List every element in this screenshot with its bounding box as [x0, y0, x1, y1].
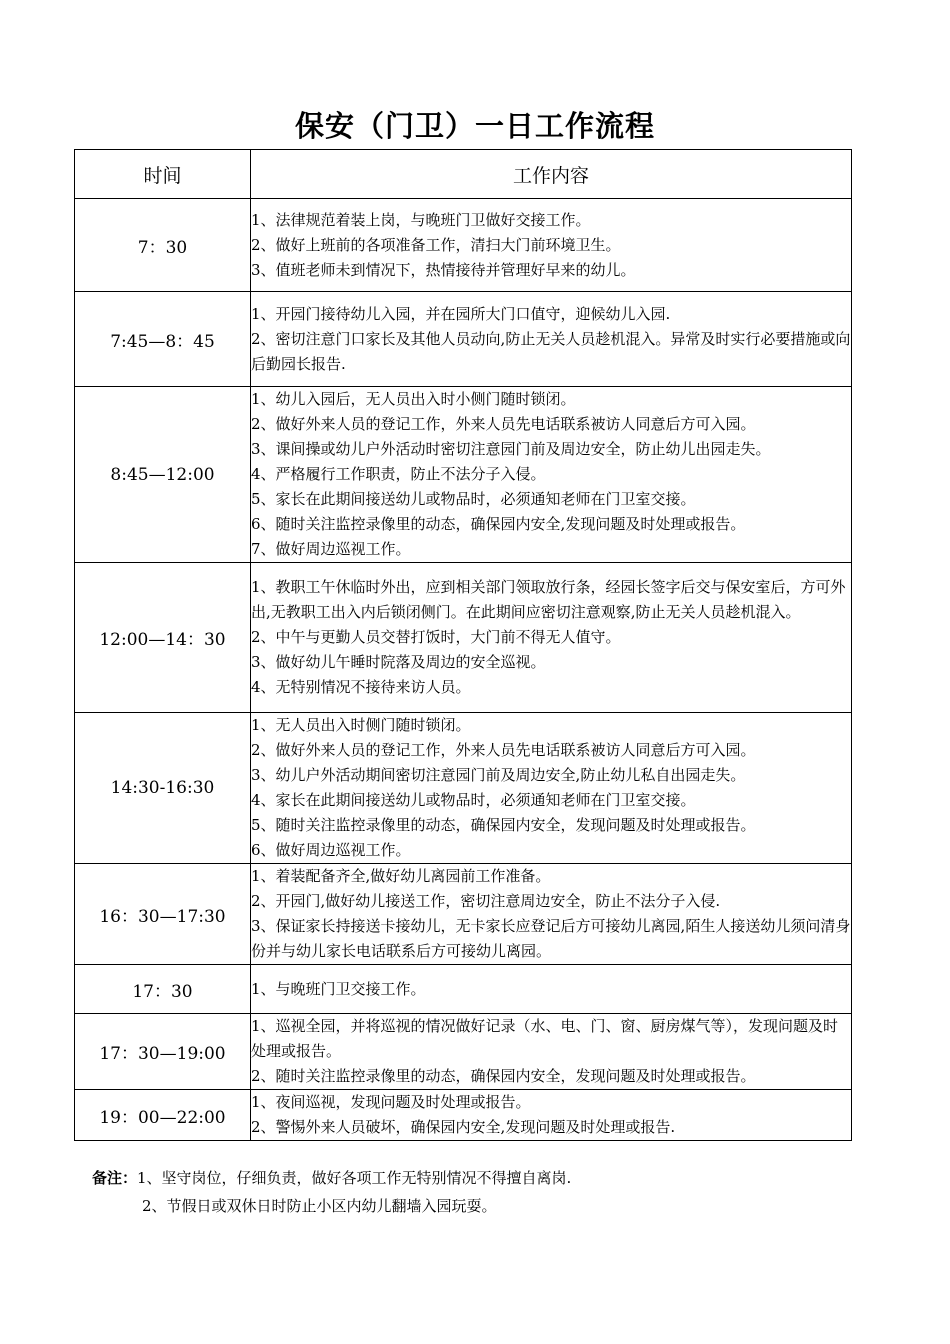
task-line: 2、做好外来人员的登记工作，外来人员先电话联系被访人同意后方可入园。	[251, 741, 756, 759]
table-row	[75, 292, 852, 387]
task-line: 2、做好上班前的各项准备工作，清扫大门前环境卫生。	[251, 235, 621, 254]
content-cell	[251, 1090, 852, 1141]
task-line: 2、中午与更勤人员交替打饭时，大门前不得无人值守。	[251, 628, 621, 646]
content-cell	[251, 199, 852, 292]
table-row	[75, 864, 852, 965]
task-line: 2、警惕外来人员破坏，确保园内安全,发现问题及时处理或报告.	[251, 1118, 676, 1136]
remarks-label: 备注：	[92, 1169, 138, 1187]
time-cell: 8:45—12:00	[75, 387, 251, 563]
task-line: 2、密切注意门口家长及其他人员动向,防止无关人员趁机混入。异常及时实行必要措施或向后勤园长报告.	[251, 329, 851, 373]
task-line: 4、严格履行工作职责，防止不法分子入侵。	[251, 465, 546, 483]
task-line: 3、保证家长持接送卡接幼儿，无卡家长应登记后方可接幼儿离园,陌生人接送幼儿须问清身份并与幼儿家长电话联系后方可接幼儿离园。	[251, 917, 851, 960]
task-line: 1、着装配备齐全,做好幼儿离园前工作准备。	[251, 867, 551, 885]
task-line: 4、无特别情况不接待来访人员。	[251, 678, 471, 696]
content-cell	[251, 292, 852, 387]
task-line: 3、课间操或幼儿户外活动时密切注意园门前及周边安全，防止幼儿出园走失。	[251, 440, 771, 458]
task-line: 6、做好周边巡视工作。	[251, 841, 411, 859]
time-cell: 17：30	[75, 965, 251, 1014]
time-cell: 7:45—8：45	[75, 292, 251, 387]
header-time: 时间	[75, 150, 251, 199]
content-cell	[251, 965, 852, 1014]
time-cell: 14:30-16:30	[75, 713, 251, 864]
time-cell: 12:00—14：30	[75, 563, 251, 713]
table-row	[75, 199, 852, 292]
content-cell	[251, 1014, 852, 1090]
header-content: 工作内容	[251, 150, 852, 199]
table-row	[75, 1014, 852, 1090]
task-line: 4、家长在此期间接送幼儿或物品时，必须通知老师在门卫室交接。	[251, 791, 696, 809]
content-cell	[251, 713, 852, 864]
remarks-line-1: 1、坚守岗位，仔细负责，做好各项工作无特别情况不得擅自离岗.	[137, 1169, 572, 1187]
task-line: 1、与晚班门卫交接工作。	[251, 979, 426, 998]
time-cell: 17：30—19:00	[75, 1014, 251, 1090]
task-line: 1、法律规范着装上岗，与晚班门卫做好交接工作。	[251, 210, 591, 229]
table-row	[75, 965, 852, 1014]
task-line: 1、无人员出入时侧门随时锁闭。	[251, 716, 471, 734]
workflow-table	[74, 149, 852, 1141]
task-line: 5、随时关注监控录像里的动态，确保园内安全，发现问题及时处理或报告。	[251, 816, 756, 834]
task-line: 1、开园门接待幼儿入园，并在园所大门口值守，迎候幼儿入园.	[251, 304, 671, 323]
table-row	[75, 563, 852, 713]
remarks	[92, 1164, 571, 1220]
task-line: 7、做好周边巡视工作。	[251, 540, 411, 558]
task-line: 3、幼儿户外活动期间密切注意园门前及周边安全,防止幼儿私自出园走失。	[251, 766, 746, 784]
task-line: 2、开园门,做好幼儿接送工作，密切注意周边安全，防止不法分子入侵.	[251, 892, 721, 910]
task-line: 5、家长在此期间接送幼儿或物品时，必须通知老师在门卫室交接。	[251, 490, 696, 508]
task-line: 1、夜间巡视，发现问题及时处理或报告。	[251, 1093, 531, 1111]
task-line: 1、巡视全园，并将巡视的情况做好记录（水、电、门、窗、厨房煤气等），发现问题及时处理或报告。	[251, 1017, 839, 1060]
content-cell	[251, 563, 852, 713]
remarks-line-2: 2、节假日或双休日时防止小区内幼儿翻墙入园玩耍。	[142, 1197, 497, 1215]
table-row	[75, 387, 852, 563]
content-cell	[251, 864, 852, 965]
table-header-row	[75, 150, 852, 199]
table-row	[75, 713, 852, 864]
content-cell	[251, 387, 852, 563]
task-line: 6、随时关注监控录像里的动态，确保园内安全,发现问题及时处理或报告。	[251, 515, 746, 533]
task-line: 3、值班老师未到情况下，热情接待并管理好早来的幼儿。	[251, 260, 636, 279]
task-line: 1、幼儿入园后，无人员出入时小侧门随时锁闭。	[251, 390, 576, 408]
task-line: 3、做好幼儿午睡时院落及周边的安全巡视。	[251, 653, 546, 671]
time-cell: 16：30—17:30	[75, 864, 251, 965]
time-cell: 7：30	[75, 199, 251, 292]
task-line: 1、教职工午休临时外出，应到相关部门领取放行条，经园长签字后交与保安室后，方可外出,无教职工出入内后锁闭侧门。在此期间应密切注意观察,防止无关人员趁机混入。	[251, 578, 846, 621]
time-cell: 19：00—22:00	[75, 1090, 251, 1141]
task-line: 2、做好外来人员的登记工作，外来人员先电话联系被访人同意后方可入园。	[251, 415, 756, 433]
task-line: 2、随时关注监控录像里的动态，确保园内安全，发现问题及时处理或报告。	[251, 1067, 756, 1085]
table-row	[75, 1090, 852, 1141]
page-title: 保安（门卫）一日工作流程	[294, 109, 655, 143]
